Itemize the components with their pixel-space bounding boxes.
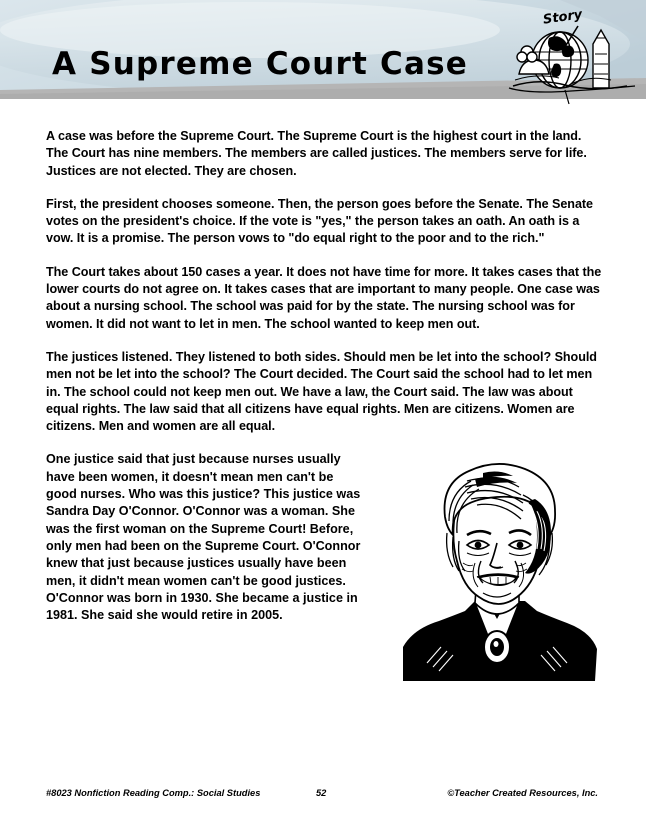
paragraph-1: A case was before the Supreme Court. The Supreme Court is the highest court in the land. The Court has nine members. The members are called justices. The members serve for life. Justices are not elected. They are chosen. — [46, 129, 587, 178]
page-header-banner — [0, 0, 646, 112]
page-footer — [46, 788, 602, 804]
paragraph-3: The Court takes about 150 cases a year. It does not have time for more. It takes cases that the lower courts do not agree on. It takes cases that are important to many people. One case was about a nursing school. The school was paid for by the state. The nursing school was for women. It did not want to let in men. The school wanted to keep men out. — [46, 264, 602, 331]
paragraph-4: The justices listened. They listened to both sides. Should men be let into the school? Should men not be let into the school? The Court decided. The Court said the school had to let men in. The school could not keep men out. We have a law, the Court said. The law was about equal rights. The law said that all citizens have equal rights. Men are citizens. Women are citizens. Men and women are all equal. — [46, 349, 597, 434]
footer-page-number: 52 — [316, 788, 327, 798]
sandra-day-oconnor-portrait — [397, 451, 602, 681]
paragraph-5-wrap: One justice said that just because nurses usually have been women, it doesn't mean men can't be good nurses. Who was this justice? This justice was Sandra Day O'Connor. O'Connor was a woman. She was the first woman on the Supreme Court! Before, only men had been on the Supreme Court. O'Connor knew that just because justices usually have been men, it didn't mean women can't be good justices. O'Connor was born in 1930. She became a justice in 1981. She said she would retire in 2005. — [46, 452, 361, 623]
story-logo-label: Story — [542, 7, 584, 28]
page-title: A Supreme Court Case — [52, 46, 468, 82]
article-body — [46, 128, 602, 685]
story-logo — [505, 8, 641, 110]
portrait-illustration — [397, 451, 602, 681]
paragraph-2: First, the president chooses someone. Then, the person goes before the Senate. The Senate votes on the president's choice. If the vote is "yes," the person takes an oath. An oath is a vow. It is a promise. The person vows to "do equal right to the poor and to the rich." — [46, 196, 594, 246]
footer-copyright: ©Teacher Created Resources, Inc. — [447, 788, 598, 798]
illustrated-section — [46, 451, 602, 624]
footer-book-title: #8023 Nonfiction Reading Comp.: Social Studies — [46, 788, 261, 798]
